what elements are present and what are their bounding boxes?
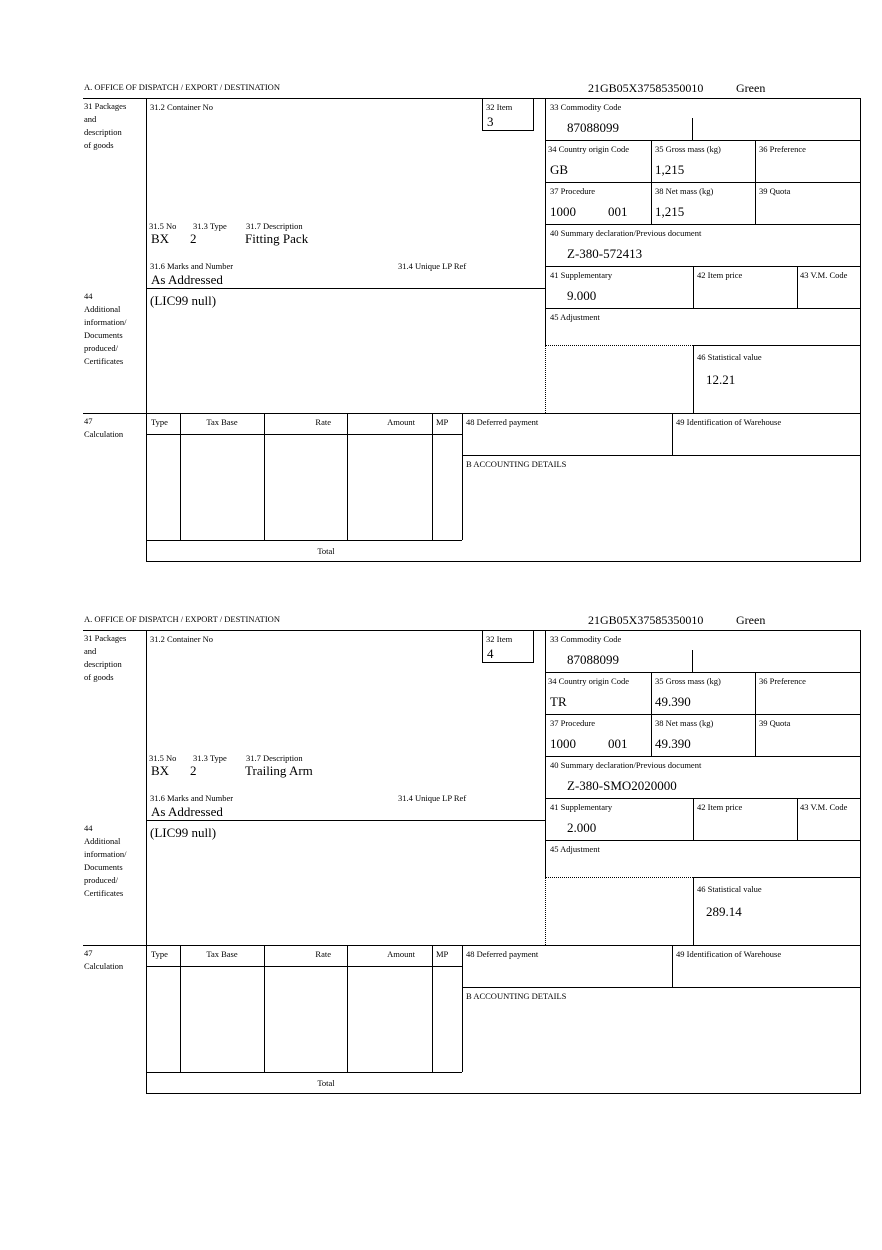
marks-value: As Addressed <box>151 804 223 819</box>
amount-header: Amount <box>387 417 415 427</box>
country-origin-value: TR <box>550 694 567 709</box>
commodity-code-value: 87088099 <box>567 652 619 667</box>
procedure-value: 1000 <box>550 204 576 219</box>
unique-lp-label: 31.4 Unique LP Ref <box>398 793 467 803</box>
additional-info-label: 44 Additional information/ Documents produced/ Certificates <box>84 823 127 898</box>
office-header: A. OFFICE OF DISPATCH / EXPORT / DESTINATION <box>84 82 280 92</box>
container-no-label: 31.2 Container No <box>150 634 214 644</box>
item-price-label: 42 Item price <box>697 270 743 280</box>
country-origin-label: 34 Country origin Code <box>548 144 629 154</box>
packages-no-value: BX <box>151 231 170 246</box>
packages-no-value: BX <box>151 763 170 778</box>
procedure-label: 37 Procedure <box>550 186 596 196</box>
item-label: 32 Item <box>486 634 513 644</box>
commodity-code-label: 33 Commodity Code <box>550 102 622 112</box>
packages-label: 31 Packages and description of goods <box>84 101 127 150</box>
preference-label: 36 Preference <box>759 144 806 154</box>
additional-info-label: 44 Additional information/ Documents produced/ Certificates <box>84 291 127 366</box>
statistical-value-value: 12.21 <box>706 372 736 387</box>
accounting-details-label: B ACCOUNTING DETAILS <box>466 991 567 1001</box>
total-label: Total <box>317 1078 335 1088</box>
preference-label: 36 Preference <box>759 676 806 686</box>
supplementary-value: 2.000 <box>567 820 597 835</box>
no-label: 31.5 No <box>149 753 177 763</box>
additional-info-value: (LIC99 null) <box>150 293 217 308</box>
calculation-label: 47 Calculation <box>84 948 124 971</box>
commodity-code-value: 87088099 <box>567 120 619 135</box>
summary-decl-value: Z-380-SMO2020000 <box>567 778 677 793</box>
quota-label: 39 Quota <box>759 718 791 728</box>
marks-value: As Addressed <box>151 272 223 287</box>
route-colour: Green <box>736 81 766 95</box>
commodity-code-label: 33 Commodity Code <box>550 634 622 644</box>
deferred-payment-label: 48 Deferred payment <box>466 949 539 959</box>
rate-header: Rate <box>315 949 331 959</box>
gross-mass-label: 35 Gross mass (kg) <box>655 144 721 154</box>
rate-header: Rate <box>315 417 331 427</box>
unique-lp-label: 31.4 Unique LP Ref <box>398 261 467 271</box>
procedure-value: 1000 <box>550 736 576 751</box>
item-label: 32 Item <box>486 102 513 112</box>
summary-decl-value: Z-380-572413 <box>567 246 643 261</box>
amount-header: Amount <box>387 949 415 959</box>
net-mass-label: 38 Net mass (kg) <box>655 186 714 196</box>
packages-type-value: 2 <box>190 763 197 778</box>
description-value: Trailing Arm <box>245 763 313 778</box>
route-colour: Green <box>736 613 766 627</box>
net-mass-label: 38 Net mass (kg) <box>655 718 714 728</box>
calc-type-header: Type <box>151 417 168 427</box>
no-label: 31.5 No <box>149 221 177 231</box>
description-label: 31.7 Description <box>246 221 303 231</box>
gross-mass-value: 49.390 <box>655 694 691 709</box>
summary-decl-label: 40 Summary declaration/Previous document <box>550 760 702 770</box>
marks-label: 31.6 Marks and Number <box>150 793 234 803</box>
procedure-suffix-value: 001 <box>608 204 628 219</box>
gross-mass-value: 1,215 <box>655 162 685 177</box>
description-label: 31.7 Description <box>246 753 303 763</box>
supplementary-label: 41 Supplementary <box>550 270 613 280</box>
gross-mass-label: 35 Gross mass (kg) <box>655 676 721 686</box>
declaration-reference: 21GB05X37585350010 <box>588 81 704 95</box>
supplementary-label: 41 Supplementary <box>550 802 613 812</box>
summary-decl-label: 40 Summary declaration/Previous document <box>550 228 702 238</box>
type-label: 31.3 Type <box>193 221 227 231</box>
country-origin-label: 34 Country origin Code <box>548 676 629 686</box>
marks-label: 31.6 Marks and Number <box>150 261 234 271</box>
calc-type-header: Type <box>151 949 168 959</box>
office-header: A. OFFICE OF DISPATCH / EXPORT / DESTINATION <box>84 614 280 624</box>
packages-type-value: 2 <box>190 231 197 246</box>
warehouse-id-label: 49 Identification of Warehouse <box>676 949 782 959</box>
statistical-value-label: 46 Statistical value <box>697 352 762 362</box>
item-number: 4 <box>487 646 494 661</box>
net-mass-value: 49.390 <box>655 736 691 751</box>
item-price-label: 42 Item price <box>697 802 743 812</box>
additional-info-value: (LIC99 null) <box>150 825 217 840</box>
description-value: Fitting Pack <box>245 231 309 246</box>
tax-base-header: Tax Base <box>206 949 238 959</box>
declaration-item-form <box>0 80 882 612</box>
tax-base-header: Tax Base <box>206 417 238 427</box>
procedure-suffix-value: 001 <box>608 736 628 751</box>
total-label: Total <box>317 546 335 556</box>
item-number: 3 <box>487 114 494 129</box>
container-no-label: 31.2 Container No <box>150 102 214 112</box>
supplementary-value: 9.000 <box>567 288 597 303</box>
mp-header: MP <box>436 949 449 959</box>
adjustment-label: 45 Adjustment <box>550 312 600 322</box>
statistical-value-value: 289.14 <box>706 904 742 919</box>
declaration-reference: 21GB05X37585350010 <box>588 613 704 627</box>
deferred-payment-label: 48 Deferred payment <box>466 417 539 427</box>
net-mass-value: 1,215 <box>655 204 685 219</box>
adjustment-label: 45 Adjustment <box>550 844 600 854</box>
vm-code-label: 43 V.M. Code <box>800 270 848 280</box>
procedure-label: 37 Procedure <box>550 718 596 728</box>
mp-header: MP <box>436 417 449 427</box>
warehouse-id-label: 49 Identification of Warehouse <box>676 417 782 427</box>
declaration-item-form <box>0 612 882 1144</box>
accounting-details-label: B ACCOUNTING DETAILS <box>466 459 567 469</box>
type-label: 31.3 Type <box>193 753 227 763</box>
country-origin-value: GB <box>550 162 569 177</box>
statistical-value-label: 46 Statistical value <box>697 884 762 894</box>
calculation-label: 47 Calculation <box>84 416 124 439</box>
packages-label: 31 Packages and description of goods <box>84 633 127 682</box>
quota-label: 39 Quota <box>759 186 791 196</box>
vm-code-label: 43 V.M. Code <box>800 802 848 812</box>
